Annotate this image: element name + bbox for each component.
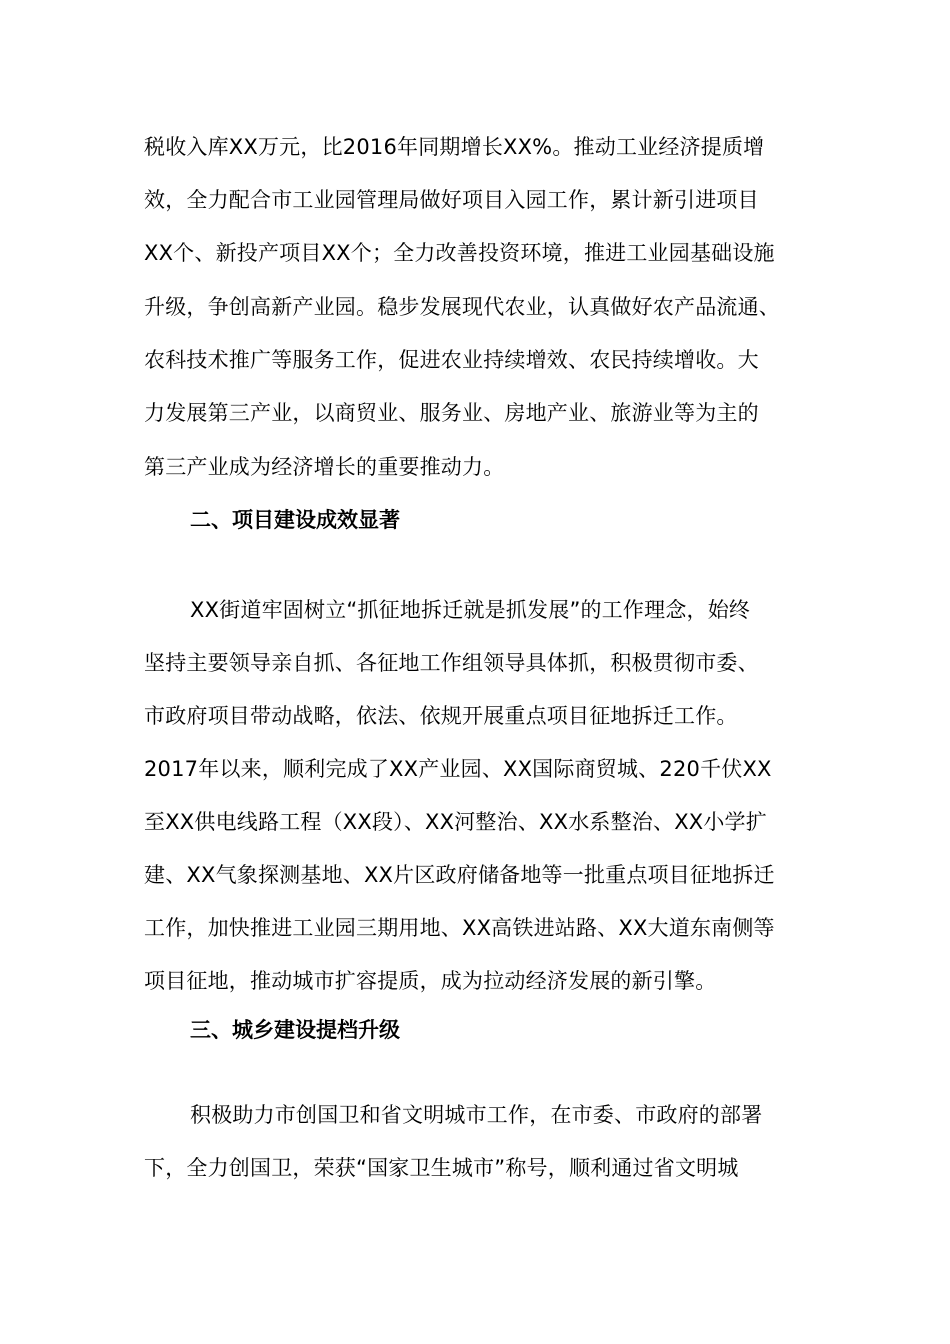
section-heading-projects: 二、项目建设成效显著	[190, 508, 400, 532]
paragraph-line: 项目征地，推动城市扩容提质，成为拉动经济发展的新引擎。	[144, 969, 717, 993]
paragraph-line: 力发展第三产业，以商贸业、服务业、房地产业、旅游业等为主的	[144, 401, 759, 425]
paragraph-line: 税收入库XX万元，比2016年同期增长XX%。推动工业经济提质增	[144, 135, 765, 159]
paragraph-line: 第三产业成为经济增长的重要推动力。	[144, 455, 505, 479]
paragraph-line: 积极助力市创国卫和省文明城市工作，在市委、市政府的部署	[190, 1103, 763, 1127]
paragraph-line: 建、XX气象探测基地、XX片区政府储备地等一批重点项目征地拆迁	[144, 863, 775, 887]
paragraph-line: XX街道牢固树立“抓征地拆迁就是抓发展”的工作理念，始终	[190, 598, 751, 622]
paragraph-line: 效，全力配合市工业园管理局做好项目入园工作，累计新引进项目	[144, 188, 759, 212]
paragraph-line: 下，全力创国卫，荣获“国家卫生城市”称号，顺利通过省文明城	[144, 1156, 739, 1180]
paragraph-line: 农科技术推广等服务工作，促进农业持续增效、农民持续增收。大	[144, 348, 759, 372]
paragraph-line: 工作，加快推进工业园三期用地、XX高铁进站路、XX大道东南侧等	[144, 916, 775, 940]
paragraph-line: 坚持主要领导亲自抓、各征地工作组领导具体抓，积极贯彻市委、	[144, 651, 759, 675]
paragraph-line: XX个、新投产项目XX个；全力改善投资环境，推进工业园基础设施	[144, 241, 775, 265]
paragraph-line: 2017年以来，顺利完成了XX产业园、XX国际商贸城、220千伏XX	[144, 757, 772, 781]
paragraph-line: 市政府项目带动战略，依法、依规开展重点项目征地拆迁工作。	[144, 704, 738, 728]
section-heading-urban-rural: 三、城乡建设提档升级	[190, 1018, 400, 1042]
paragraph-line: 升级，争创高新产业园。稳步发展现代农业，认真做好农产品流通、	[144, 295, 780, 319]
paragraph-line: 至XX供电线路工程（XX段）、XX河整治、XX水系整治、XX小学扩	[144, 810, 767, 834]
